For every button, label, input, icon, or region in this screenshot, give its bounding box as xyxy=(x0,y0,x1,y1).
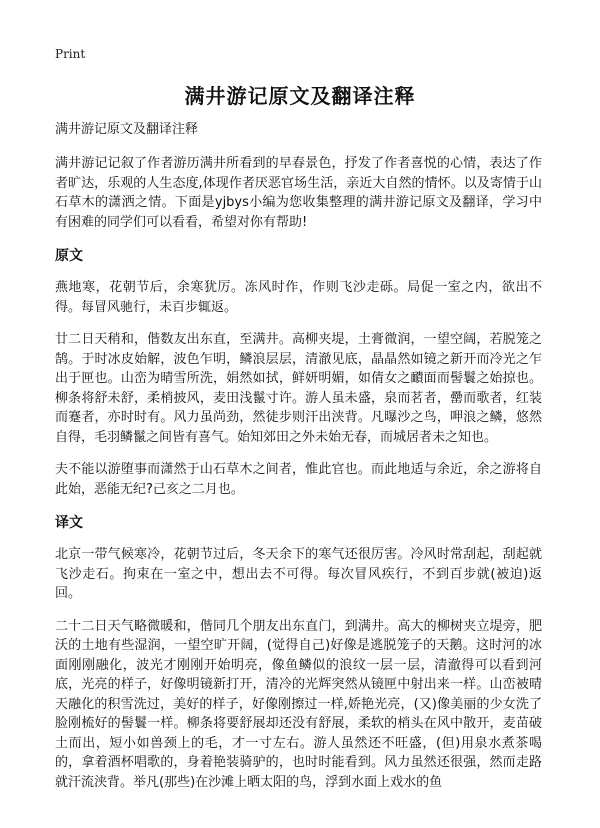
section-heading-original: 原文 xyxy=(55,248,83,264)
translation-paragraph: 北京一带气候寒冷，花朝节过后，冬天余下的寒气还很厉害。冷风时常刮起，刮起就飞沙走石。拘束在一室之中，想出去不可得。每次冒风疾行，不到百步就(被迫)返回。 xyxy=(55,547,542,601)
print-link[interactable]: Print xyxy=(55,47,86,61)
intro-paragraph: 满井游记记叙了作者游历满井所看到的早春景色，抒发了作者喜悦的心情，表达了作者旷达，乐观的人生态度,体现作者厌恶官场生活，亲近大自然的情怀。以及寄情于山石草木的潇洒之情。下面是yjbys小编为您收集整理的满井游记原文及翻译，学习中有困难的同学们可以看看，希望对你有帮助! xyxy=(55,156,542,230)
original-paragraph: 燕地寒，花朝节后，余寒犹厉。冻风时作，作则飞沙走砾。局促一室之内，欲出不得。每冒风驰行，未百步辄返。 xyxy=(55,280,542,315)
article-body xyxy=(55,120,542,805)
article-subtitle: 满井游记原文及翻译注释 xyxy=(55,122,199,137)
translation-paragraph: 二十二日天气略微暖和，偕同几个朋友出东直门，到满井。高大的柳树夹立堤旁，肥沃的土地有些湿润，一望空旷开阔，(觉得自己)好像是逃脱笼子的天鹅。这时河的冰面刚刚融化，波光才刚刚开始明亮，像鱼鳞似的浪纹一层一层，清澈得可以看到河底，光亮的样子，好像明镜新打开，清冷的光辉突然从镜匣中射出来一样。山峦被晴天融化的积雪洗过，美好的样子，好像刚擦过一样,娇艳光亮，(又)像美丽的少女洗了脸刚梳好的髻鬟一样。柳条将要舒展却还没有舒展，柔软的梢头在风中散开，麦苗破土而出，短小如兽颈上的毛，才一寸左右。游人虽然还不旺盛，(但)用泉水煮茶喝的，拿着酒杯唱歌的，身着艳装骑驴的，也时时能看到。风力虽然还很强，然而走路就汗流浃背。举凡(那些)在沙滩上晒太阳的鸟，浮到水面上戏水的鱼 xyxy=(55,618,542,790)
original-paragraph: 廿二日天稍和，偕数友出东直，至满井。高柳夹堤，土膏微润，一望空阔，若脱笼之鹄。于时冰皮始解，波色乍明，鳞浪层层，清澈见底，晶晶然如镜之新开而冷光之乍出于匣也。山峦为晴雪所洗，娟然如拭，鲜妍明媚，如倩女之靧面而髻鬟之始掠也。柳条将舒未舒，柔梢披风，麦田浅鬣寸许。游人虽未盛，泉而茗者，罍而歌者，红装而蹇者，亦时时有。风力虽尚劲，然徒步则汗出浃背。凡曝沙之鸟，呷浪之鳞，悠然自得，毛羽鳞鬣之间皆有喜气。始知郊田之外未始无春，而城居者未之知也。 xyxy=(55,332,542,445)
page-title: 满井游记原文及翻译注释 xyxy=(184,84,416,108)
original-paragraph: 夫不能以游堕事而潇然于山石草木之间者，惟此官也。而此地适与余近，余之游将自此始，恶能无纪?己亥之二月也。 xyxy=(55,462,542,497)
section-heading-translation: 译文 xyxy=(55,515,83,531)
